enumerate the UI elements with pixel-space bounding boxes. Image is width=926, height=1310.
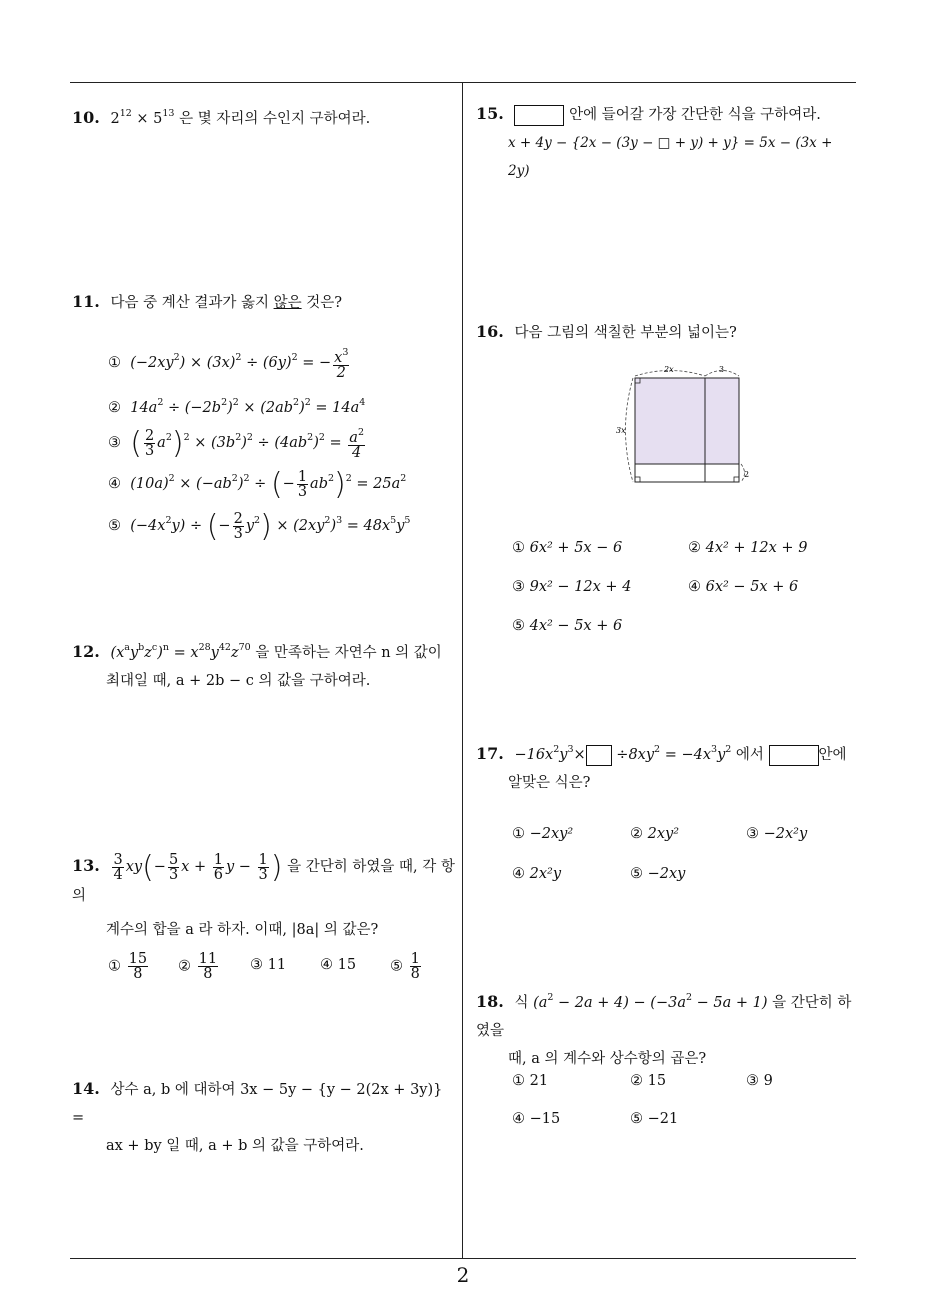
q17-option-3[interactable]: ③ −2x²y [746, 826, 808, 842]
q18-option-2[interactable]: ② 15 [630, 1073, 667, 1089]
right-angle-mark [635, 477, 640, 482]
question-17 [476, 736, 862, 797]
brace-left [626, 378, 634, 482]
question-14 [72, 1075, 458, 1160]
q17-option-2[interactable]: ② 2xy² [630, 826, 680, 842]
question-11 [72, 288, 342, 317]
question-text: 것은? [301, 295, 342, 311]
question-number: 17. [476, 744, 504, 763]
q16-option-5[interactable]: ⑤ 4x² − 5x + 6 [512, 618, 623, 634]
q16-option-3[interactable]: ③ 9x² − 12x + 4 [512, 579, 632, 595]
math-expression: $(x^ay^bz^c)^n = x^{28}y^{42}z^{70}$ [110, 642, 251, 661]
answer-blank[interactable] [769, 745, 819, 766]
question-text: 계수의 합을 a 라 하자. 이때, |8a| 의 값은? [106, 921, 379, 938]
math-expression: $\frac{3}{4}$ xy(− $\frac{5}{3}$ x + $\frac{1}{6}$ y − $\frac{1}{3}$ ) [113, 850, 283, 885]
question-number: 16. [476, 322, 504, 341]
question-number: 15. [476, 104, 504, 123]
q16-option-1[interactable]: ① 6x² + 5x − 6 [512, 540, 623, 556]
question-text: 다음 그림의 색칠한 부분의 넓이는? [514, 325, 737, 341]
q11-option-3[interactable]: ③ ( $\frac{2}{3}$ $a^2)^2 \times (3b^2)^2 \div (4ab^2)^2$ = $\frac{a^2}{4}$ [108, 426, 364, 461]
label-2x: 2x [664, 365, 674, 374]
rectangle-figure [612, 360, 762, 490]
question-text: 을 간단히 하였을 [476, 995, 852, 1039]
question-text: 상수 a, b 에 대하여 3x − 5y − {y − 2(2x + 3y)} = [72, 1082, 443, 1126]
label-3x: 3x [616, 426, 626, 435]
q13-option-2[interactable]: ② $\frac{11}{8}$ [178, 951, 218, 982]
q11-option-5[interactable]: ⑤ $(-4x^2y)$ ÷ (− $\frac{2}{3}$ $y^2) \times (2xy^2)^3 = 48x^5y^5$ [108, 509, 411, 544]
question-text: 은 몇 자리의 수인지 구하여라. [179, 111, 371, 127]
question-text: 을 만족하는 자연수 n 의 값이 [255, 645, 442, 661]
q17-option-5[interactable]: ⑤ −2xy [630, 866, 686, 882]
question-16 [476, 318, 737, 347]
label-2: 2 [744, 470, 750, 479]
top-rule [70, 82, 856, 83]
q13-option-5[interactable]: ⑤ $\frac{1}{8}$ [390, 951, 420, 982]
question-text: 다음 중 계산 결과가 옳지 [110, 295, 274, 311]
question-18 [476, 984, 862, 1073]
q11-option-2[interactable]: ② $14a^2 \div (-2b^2)^2 \times (2ab^2)^2 = 14a^4$ [108, 397, 366, 416]
answer-blank[interactable] [514, 105, 564, 126]
question-text: 때, a 의 계수와 상수항의 곱은? [508, 1051, 707, 1067]
q16-option-4[interactable]: ④ 6x² − 5x + 6 [688, 579, 799, 595]
answer-blank[interactable] [586, 745, 612, 766]
math-expression: $\div 8xy^2 = -4x^3y^2$ [616, 744, 732, 763]
question-number: 13. [72, 856, 100, 875]
question-text: 안에 [818, 747, 847, 763]
question-text: 을 간단히 하였을 때, 각 항의 [72, 859, 455, 904]
shaded-region [635, 378, 739, 464]
question-text: 안에 들어갈 가장 간단한 식을 구하여라. [569, 107, 821, 123]
q18-option-4[interactable]: ④ −15 [512, 1111, 561, 1127]
page-number: 2 [456, 1263, 470, 1287]
question-15 [476, 100, 856, 185]
math-expression: $-16x^2y^3\times$ [514, 744, 586, 763]
q17-option-4[interactable]: ④ 2x²y [512, 866, 562, 882]
question-number: 14. [72, 1079, 100, 1098]
question-number: 12. [72, 642, 100, 661]
q11-option-1[interactable]: ① $(-2xy^2) \times (3x)^2 \div (6y)^2$ = − $\frac{x^3}{2}$ [108, 347, 349, 381]
question-text: 알맞은 식은? [508, 775, 591, 791]
question-number: 11. [72, 292, 100, 311]
question-text: ax + by 일 때, a + b 의 값을 구하여라. [106, 1138, 364, 1154]
q13-option-4[interactable]: ④ 15 [320, 957, 357, 973]
question-10 [72, 100, 370, 133]
question-text: 최대일 때, a + 2b − c 의 값을 구하여라. [106, 673, 371, 689]
bottom-rule [70, 1258, 856, 1259]
question-13 [72, 852, 458, 944]
q16-option-2[interactable]: ② 4x² + 12x + 9 [688, 540, 808, 556]
question-12 [72, 634, 458, 695]
q13-option-3[interactable]: ③ 11 [250, 957, 287, 973]
math-expression: $2^{12} \times 5^{13}$ [110, 108, 175, 127]
q18-option-1[interactable]: ① 21 [512, 1073, 549, 1089]
label-3: 3 [719, 365, 725, 374]
column-divider [462, 82, 463, 1259]
q11-option-4[interactable]: ④ $(10a)^2 \times (-ab^2)^2$ ÷ (− $\frac{1}{3}$ $ab^2)^2 = 25a^2$ [108, 467, 407, 502]
q18-option-3[interactable]: ③ 9 [746, 1073, 773, 1089]
math-expression: $(a^2 - 2a + 4) - (-3a^2 - 5a + 1)$ [533, 992, 768, 1011]
question-text: 에서 [735, 747, 764, 763]
equation: x + 4y − {2x − (3y − □ + y) + y} = 5x − (3x + 2y) [508, 135, 833, 179]
question-number: 10. [72, 108, 100, 127]
question-number: 18. [476, 992, 504, 1011]
q18-option-5[interactable]: ⑤ −21 [630, 1111, 679, 1127]
underlined-word: 않은 [273, 295, 302, 311]
right-angle-mark [734, 477, 739, 482]
question-text: 식 [514, 995, 529, 1011]
q13-option-1[interactable]: ① $\frac{15}{8}$ [108, 951, 148, 982]
q17-option-1[interactable]: ① −2xy² [512, 826, 574, 842]
